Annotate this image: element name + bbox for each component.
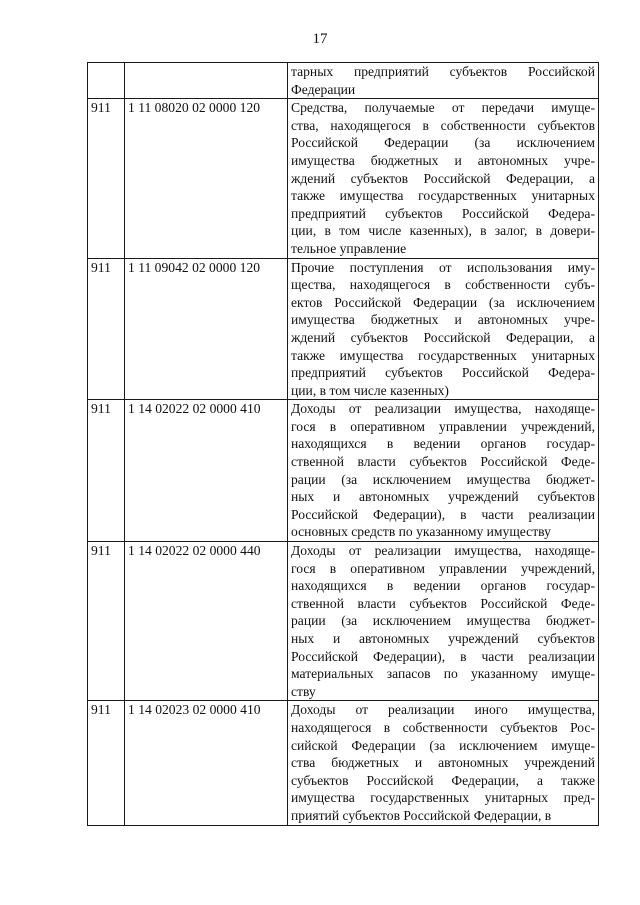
description-line: ции, в том числе казенных), в залог, в довери- [291, 223, 595, 239]
description-line: гося в оперативном управлении учреждений, [291, 418, 595, 434]
table-row [88, 542, 599, 701]
description-line: гося в оперативном управлении учреждений, [291, 560, 595, 576]
description-line: Федерации [291, 81, 356, 97]
revenue-description-cell [288, 701, 599, 825]
admin-code-cell: 911 [88, 99, 125, 258]
description-line: Прочие поступления от использования иму- [291, 259, 595, 275]
revenue-description-cell [288, 542, 599, 701]
revenue-code-cell [125, 63, 288, 99]
table-row [88, 400, 599, 542]
description-line: ции, в том числе казенных) [291, 382, 449, 398]
description-line: также имущества государственных унитарных [291, 188, 595, 204]
description-line: Доходы от реализации имущества, находяще- [291, 401, 595, 417]
admin-code-cell: 911 [88, 701, 125, 825]
description-line: ства бюджетных и автономных учреждений [291, 755, 595, 771]
description-line: Доходы от реализации имущества, находяще- [291, 543, 595, 559]
description-line: ных и автономных учреждений субъектов [291, 489, 595, 505]
description-line: также имущества государственных унитарных [291, 347, 595, 363]
revenue-description-cell [288, 63, 599, 99]
description-line: тарных предприятий субъектов Российской [291, 64, 595, 79]
description-line: ственной власти субъектов Российской Феде- [291, 595, 595, 611]
description-line: ждений субъектов Российской Федерации, а [291, 329, 595, 345]
description-line: рации (за исключением имущества бюджет- [291, 613, 595, 629]
description-line: щества, находящегося в собственности субъ- [291, 277, 595, 293]
description-line: находящихся в ведении органов государ- [291, 436, 595, 452]
revenue-code-cell: 1 14 02022 02 0000 410 [125, 400, 288, 542]
revenue-code-cell: 1 11 09042 02 0000 120 [125, 258, 288, 400]
description-line: предприятий субъектов Российской Федера- [291, 365, 595, 381]
description-line: имущества бюджетных и автономных учре- [291, 152, 595, 168]
description-line: ства, находящегося в собственности субъектов [291, 117, 595, 133]
table-row [88, 63, 599, 99]
revenue-code-cell: 1 14 02022 02 0000 440 [125, 542, 288, 701]
description-line: материальных запасов по указанному имуще- [291, 666, 595, 682]
table-body [88, 63, 599, 826]
page-number: 17 [312, 31, 328, 47]
description-line: находящихся в ведении органов государ- [291, 578, 595, 594]
admin-code-cell: 911 [88, 542, 125, 701]
description-line: приятий субъектов Российской Федерации, в [291, 807, 552, 823]
table-row [88, 258, 599, 400]
revenue-code-cell: 1 11 08020 02 0000 120 [125, 99, 288, 258]
description-line: субъектов Российской Федерации, а также [291, 772, 595, 788]
description-line: имущества государственных унитарных пред- [291, 790, 595, 806]
description-line: ных и автономных учреждений субъектов [291, 631, 595, 646]
description-line: основных средств по указанному имуществу [291, 524, 551, 540]
description-line: находящегося в собственности субъектов Рос- [291, 719, 595, 735]
admin-code-cell: 911 [88, 400, 125, 542]
description-line: Российской Федерации), в части реализации [291, 648, 595, 664]
description-line: ектов Российской Федерации (за исключением [291, 294, 595, 310]
description-line: предприятий субъектов Российской Федера- [291, 205, 595, 221]
revenue-description-cell [288, 400, 599, 542]
description-line: ству [291, 683, 316, 699]
description-line: ственной власти субъектов Российской Феде- [291, 454, 595, 470]
table-row [88, 701, 599, 825]
admin-code-cell [88, 63, 125, 99]
description-line: имущества бюджетных и автономных учре- [291, 312, 595, 328]
description-line: Российской Федерации), в части реализации [291, 506, 595, 522]
revenue-code-cell: 1 14 02023 02 0000 410 [125, 701, 288, 825]
description-line: сийской Федерации (за исключением имуще- [291, 737, 595, 753]
description-line: Средства, получаемые от передачи имуще- [291, 100, 595, 116]
revenue-description-cell [288, 258, 599, 400]
description-line: ждений субъектов Российской Федерации, а [291, 170, 595, 186]
description-line: рации (за исключением имущества бюджет- [291, 471, 595, 487]
table-row [88, 99, 599, 258]
revenue-codes-table [87, 62, 599, 826]
description-line: Российской Федерации (за исключением [291, 135, 595, 151]
revenue-description-cell [288, 99, 599, 258]
description-line: тельное управление [291, 240, 407, 256]
description-line: Доходы от реализации иного имущества, [291, 702, 595, 718]
admin-code-cell: 911 [88, 258, 125, 400]
